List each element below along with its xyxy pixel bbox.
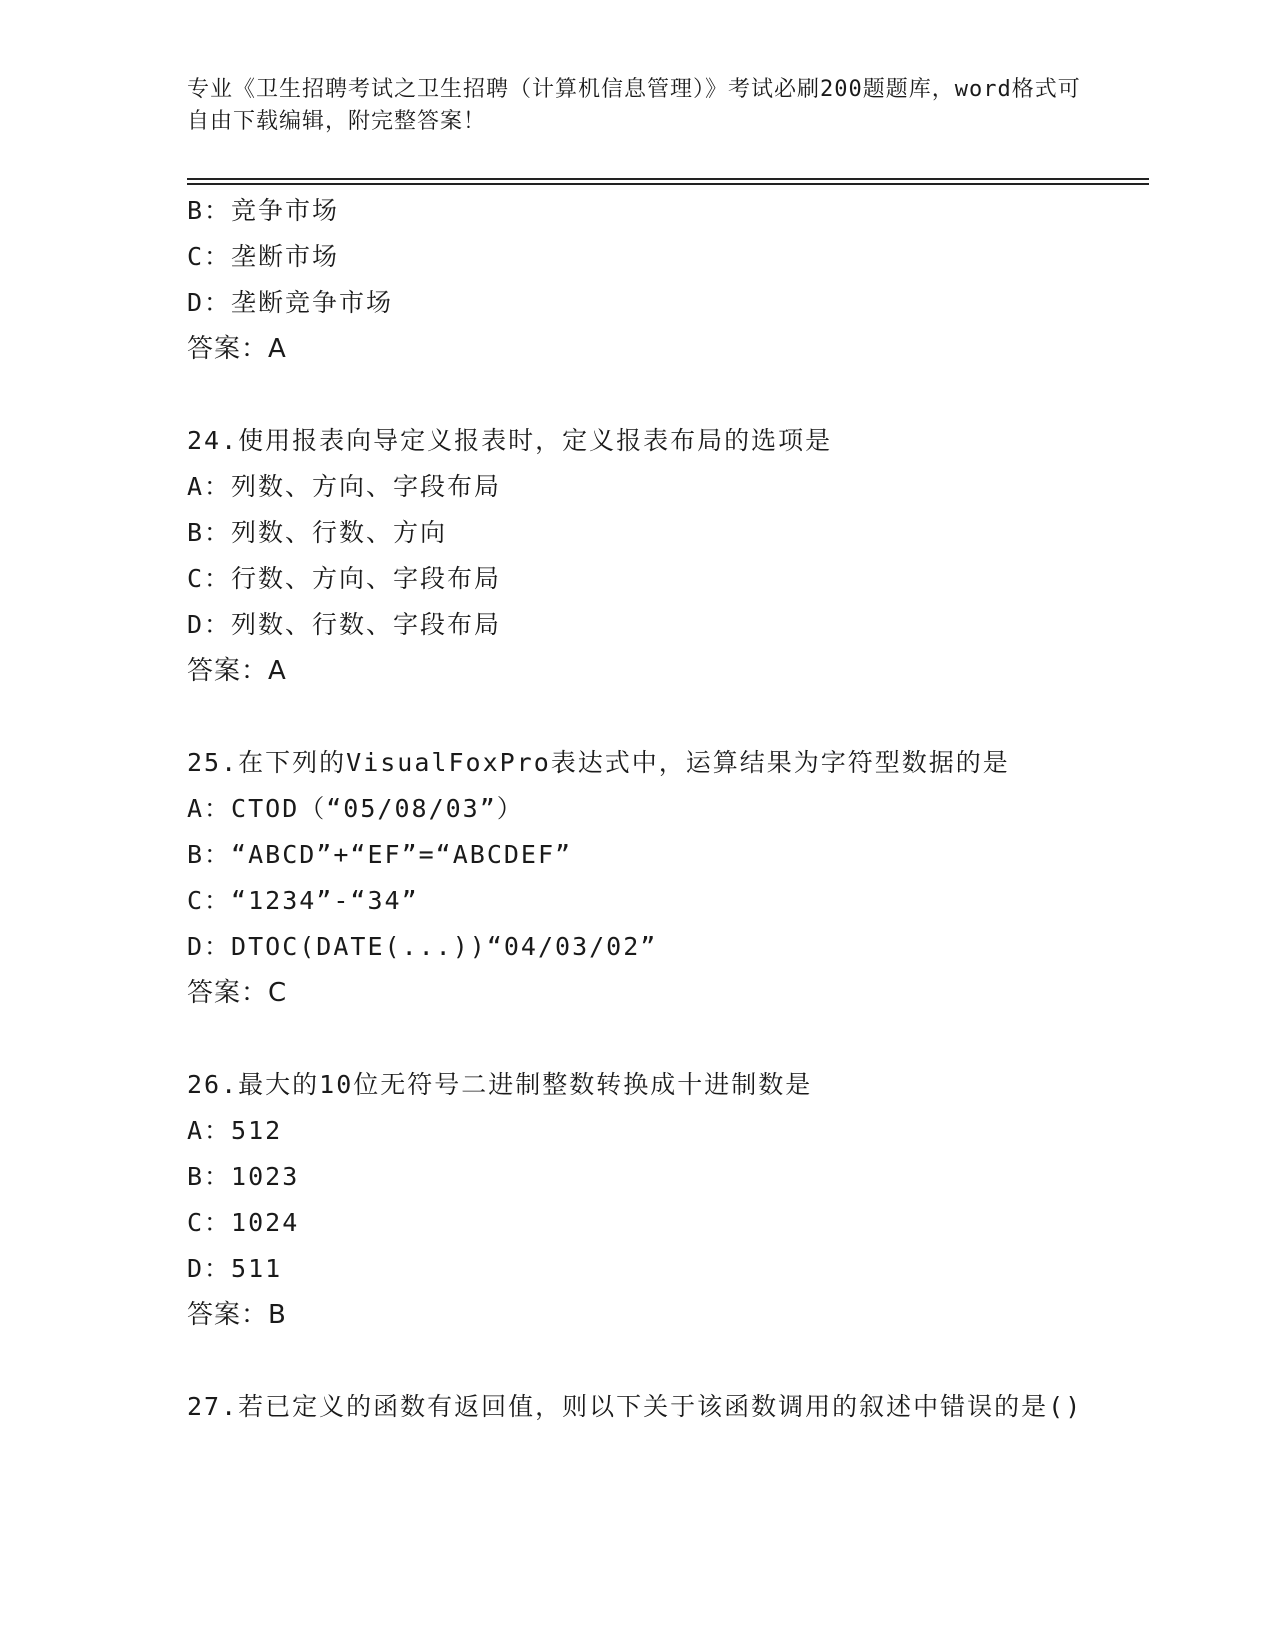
option-a: A：列数、方向、字段布局 bbox=[187, 472, 502, 501]
option-b: B：“ABCD”+“EF”=“ABCDEF” bbox=[187, 840, 573, 869]
question-text: 26.最大的10位无符号二进制整数转换成十进制数是 bbox=[187, 1070, 813, 1099]
option-c: C：垄断市场 bbox=[187, 242, 340, 271]
option-d: D：垄断竞争市场 bbox=[187, 288, 394, 317]
option-c: C：1024 bbox=[187, 1208, 300, 1237]
question-25 bbox=[187, 740, 1147, 1016]
answer-label: 答案：B bbox=[187, 1300, 287, 1330]
question-23-tail bbox=[187, 188, 1147, 372]
option-d: D：DTOC(DATE(...))“04/03/02” bbox=[187, 932, 658, 961]
option-a: A：512 bbox=[187, 1116, 283, 1145]
question-text: 24.使用报表向导定义报表时，定义报表布局的选项是 bbox=[187, 426, 833, 455]
option-b: B：列数、行数、方向 bbox=[187, 518, 448, 547]
question-text: 25.在下列的VisualFoxPro表达式中，运算结果为字符型数据的是 bbox=[187, 748, 1010, 777]
question-27 bbox=[187, 1384, 1147, 1430]
option-b: B：1023 bbox=[187, 1162, 300, 1191]
answer-label: 答案：A bbox=[187, 656, 287, 686]
spacer bbox=[187, 1016, 1147, 1062]
document-header-title: 专业《卫生招聘考试之卫生招聘（计算机信息管理）》考试必刷200题题库，word格式可自由下载编辑，附完整答案！ bbox=[187, 77, 1081, 134]
question-24 bbox=[187, 418, 1147, 694]
question-26 bbox=[187, 1062, 1147, 1338]
answer-label: 答案：A bbox=[187, 334, 287, 364]
option-a: A：CTOD（“05/08/03”） bbox=[187, 794, 524, 823]
header-divider-bottom bbox=[187, 183, 1149, 185]
spacer bbox=[187, 372, 1147, 418]
spacer bbox=[187, 1338, 1147, 1384]
question-list bbox=[187, 188, 1147, 1430]
option-d: D：511 bbox=[187, 1254, 283, 1283]
answer-label: 答案：C bbox=[187, 978, 288, 1008]
spacer bbox=[187, 694, 1147, 740]
option-c: C：“1234”-“34” bbox=[187, 886, 419, 915]
question-text: 27.若已定义的函数有返回值，则以下关于该函数调用的叙述中错误的是() bbox=[187, 1392, 1083, 1421]
option-b: B：竞争市场 bbox=[187, 196, 340, 225]
option-d: D：列数、行数、字段布局 bbox=[187, 610, 502, 639]
header-divider-top bbox=[187, 178, 1149, 180]
option-c: C：行数、方向、字段布局 bbox=[187, 564, 502, 593]
